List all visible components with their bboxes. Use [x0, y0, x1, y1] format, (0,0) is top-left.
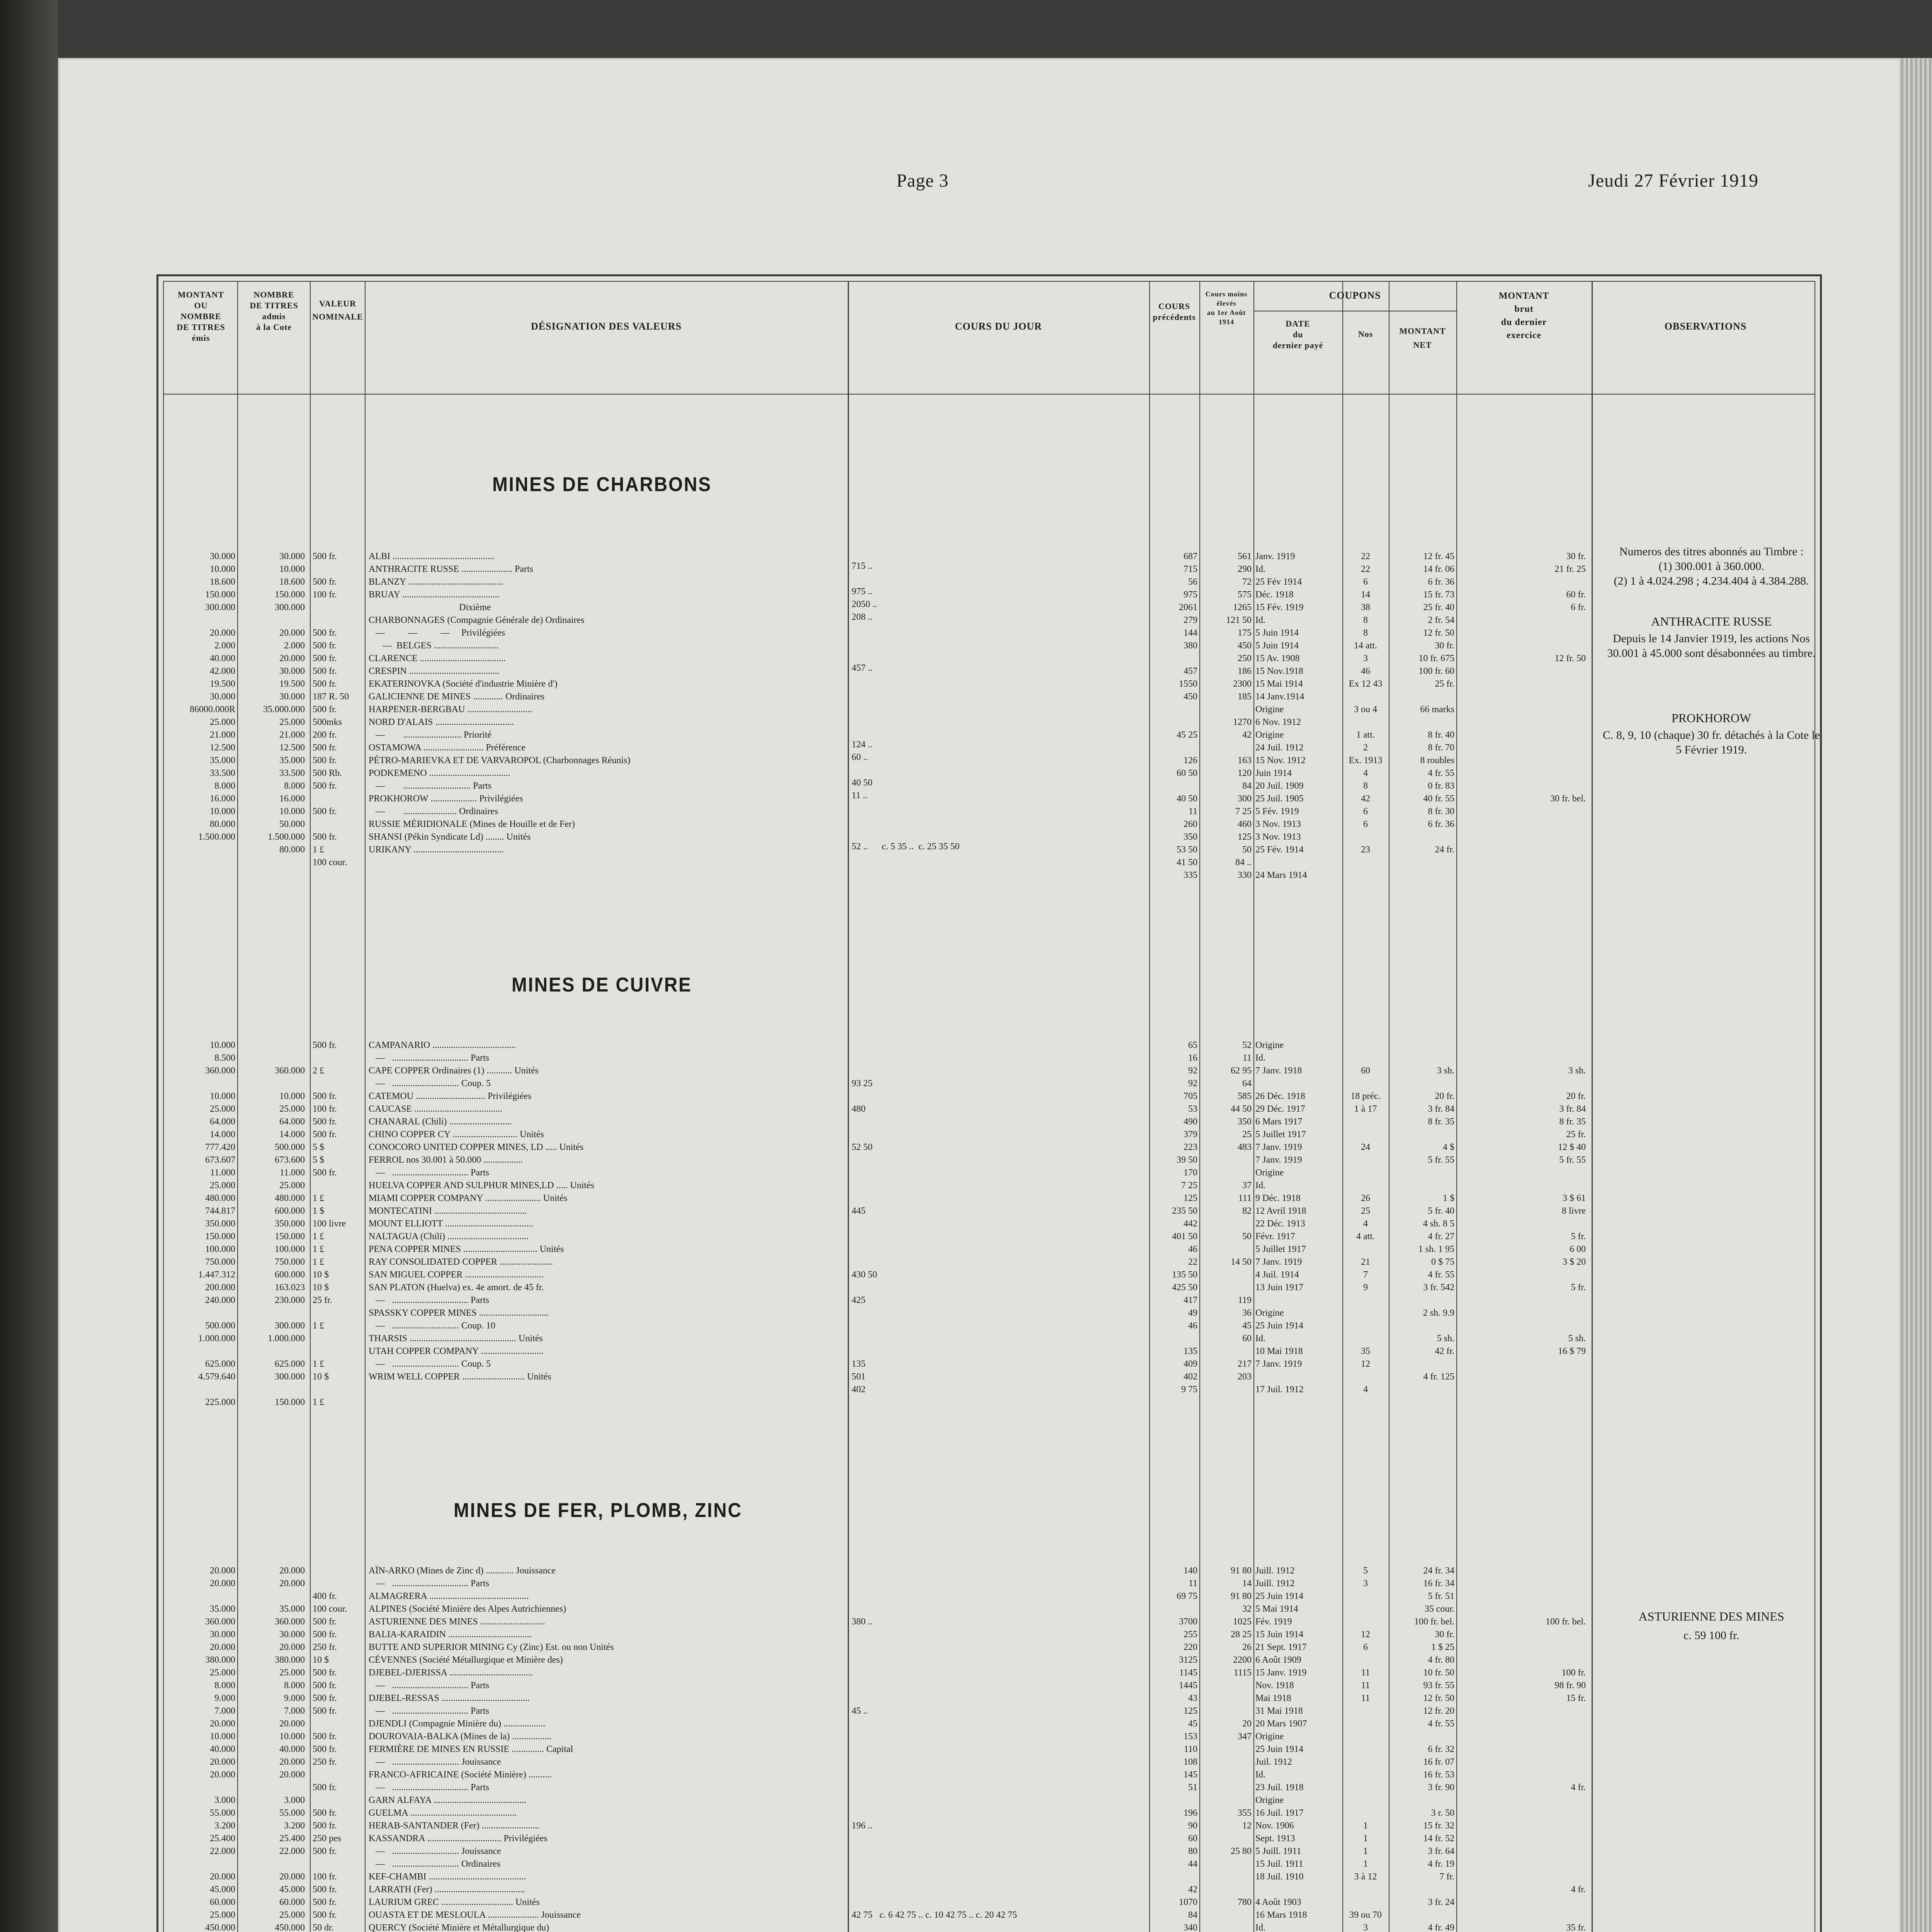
col-rule: [1342, 282, 1343, 1932]
cuivre-cours-jour: 93 25 480 52 50 445 430 50 425 135 501 402: [852, 1078, 877, 1395]
col-header-montant: MONTANT OU NOMBRE DE TITRES émis: [177, 290, 225, 343]
section-title-fer: MINES DE FER, PLOMB, ZINC: [454, 1499, 742, 1522]
charbons-cours-moins: 561 290 72 575 1265 121 50 175 450 250 186 2300 185 1270 42 163 120 84 300 7 25 460 125 50 84 .. 330: [1226, 551, 1252, 880]
cuivre-nombre: 360.000 10.000 25.000 64.000 14.000 500.000 673.600 11.000 25.000 480.000 600.000 350.000 150.000 100.000 750.000 600.000 163.023 230.000 300.000 1.000.000 625.000 300.000 150.000: [268, 1066, 305, 1407]
charbons-designation: ALBI ............................................ ANTHRACITE RUSSE ...................... Parts BLANZY ......................................... BRUAY .......................................... Dixième CHARBONNAGES (Compagnie Générale de) Ordinaires — — — Privilégiées — BELGES ............................ CLARENCE ..................................... CRESPIN ....................................... EKATERINOVKA (Société d'industrie Minière d') GALICIENNE DE MINES ............. Ordinaires HARPENER-BERGBAU ............................ NORD D'ALAIS .................................. — ......................... Priorité OSTAMOWA .......................... Préférence PÉTRO-MARIEVKA ET DE VARVAROPOL (Charbonnages Réunis) PODKEMENO ................................... — ............................. Parts PROKHOROW .................... Privilégiées — ....................... Ordinaires RUSSIE MÉRIDIONALE (Mines de Houille et de Fer) SHANSI (Pékin Syndicate Ld) ........ Unités URIKANY .......................................: [369, 551, 631, 855]
col-header-montant-brut: MONTANT brut du dernier exercice: [1498, 291, 1549, 340]
col-header-observations: OBSERVATIONS: [1664, 321, 1747, 332]
fer-cours-jour: 380 .. 45 .. 196 .. 42 75 c. 6 42 75 .. c. 10 42 75 .. c. 20 42 75: [852, 1617, 1017, 1920]
charbons-cours-jour: 715 .. 975 .. 2050 .. 208 .. 457 .. 124 .. 60 .. 40 50 11 .. 52 .. c. 5 35 .. c. 25 35 50: [852, 561, 960, 852]
section-title-charbons: MINES DE CHARBONS: [492, 473, 712, 496]
page-stack-edge: [1901, 58, 1932, 1932]
fer-numero: 5 3 12 6 11 11 11 1 1 1 1 3 à 12 39 ou 70 3: [1349, 1566, 1382, 1932]
obs-timbre-note: Numeros des titres abonnés au Timbre : (1) 300.001 à 360.000. (2) 1 à 4.024.298 ; 4.234.404 à 4.384.288.: [1614, 545, 1809, 587]
fer-cours-prec: 140 11 69 75 3700 255 220 3125 1145 1445 43 125 45 153 110 108 145 51 196 90 60 80 44 42 1070 84 340: [1177, 1566, 1197, 1932]
fer-montant-net: 24 fr. 34 16 fr. 34 5 fr. 51 35 cour. 100 fr. bel. 30 fr. 1 $ 25 4 fr. 80 10 fr. 50 93 fr. 55 12 fr. 50 12 fr. 20 4 fr. 55 6 fr. 32 16 fr. 07 16 fr. 53 3 fr. 90 3 r. 50 15 fr. 32 14 fr. 52 3 fr. 64 4 fr. 19 7 fr. 3 fr. 24 4 fr. 49: [1414, 1566, 1454, 1932]
newspaper-page: [58, 58, 1901, 1932]
col-rule: [310, 282, 311, 1932]
cuivre-valeur: 500 fr. 2 £ 500 fr. 100 fr. 500 fr. 500 fr. 5 $ 5 $ 500 fr. 1 £ 1 $ 100 livre 1 £ 1 £ 1 £ 10 $ 10 $ 25 fr. 1 £ 1 £ 10 $ 1 £: [313, 1040, 346, 1407]
col-header-numero: Nos: [1358, 329, 1373, 339]
col-rule: [848, 282, 849, 1932]
obs-asturienne-title: ASTURIENNE DES MINES: [1638, 1609, 1784, 1623]
col-header-montant-net: MONTANT NET: [1399, 326, 1446, 350]
table-frame: [163, 281, 1820, 1932]
col-header-designation: DÉSIGNATION DES VALEURS: [531, 321, 682, 332]
cuivre-montant-net: 3 sh. 20 fr. 3 fr. 84 8 fr. 35 4 $ 5 fr. 55 1 $ 5 fr. 40 4 sh. 8 5 4 fr. 27 1 sh. 1 95 0 $ 75 4 fr. 55 3 fr. 542 2 sh. 9.9 5 sh. 42 fr. 4 fr. 125: [1418, 1066, 1454, 1382]
col-rule: [1592, 282, 1593, 1932]
col-header-date: DATE du dernier payé: [1272, 319, 1323, 350]
charbons-cours-prec: 687 715 56 975 2061 279 144 380 457 1550 450 45 25 126 60 50 40 50 11 260 350 53 50 41 50 335: [1177, 551, 1197, 880]
col-rule: [365, 282, 366, 1932]
fer-designation: AÏN-ARKO (Mines de Zinc d) ............ Jouissance — ................................. Parts ALMAGRERA ........................................... ALPINES (Société Minière des Alpes Autrichiennes) ASTURIENNE DES MINES ............................ BALIA-KARAIDIN .................................... BUTTE AND SUPERIOR MINING Cy (Zinc) Est. ou non Unités CÉVENNES (Société Métallurgique et Minière des) DJEBEL-DJERISSA .................................... — ................................. Parts DJEBEL-RESSAS ...................................... — ................................. Parts DJENDLI (Compagnie Minière du) .................. DOUROVAIA-BALKA (Mines de la) ................. FERMIÈRE DE MINES EN RUSSIE .............. Capital — ............................. Jouissance FRANCO-AFRICAINE (Société Minière) .......... — ................................. Parts GARN ALFAYA ........................................ GUELMA .............................................. HERAB-SANTANDER (Fer) ......................... KASSANDRA ................................ Privilégiées — ............................. Jouissance — ............................. Ordinaires KEF-CHAMBI .......................................... LARRATH (Fer) ....................................... LAURIUM GREC ............................... Unités OUASTA ET DE MESLOULA ...................... Jouissance QUERCY (Société Minière et Métallurgique du): [369, 1566, 614, 1932]
cuivre-cours-moins: 52 11 62 95 64 585 44 50 350 25 483 37 111 82 50 14 50 119 36 45 60 217 203: [1231, 1040, 1252, 1382]
col-rule: [1456, 282, 1457, 1932]
col-header-nombre: NOMBRE DE TITRES admis à la Cote: [250, 290, 298, 332]
obs-anthracite-title: ANTHRACITE RUSSE: [1651, 614, 1772, 628]
charbons-date: Janv. 1919 Id. 25 Fév 1914 Déc. 1918 15 Fév. 1919 Id. 5 Juin 1914 5 Juin 1914 15 Av. 1908 15 Nov.1918 15 Mai 1914 14 Janv.1914 Origine 6 Nov. 1912 Origine 24 Juil. 1912 15 Nov. 1912 Juin 1914 20 Juil. 1909 25 Juil. 1905 5 Fév. 1919 3 Nov. 1913 3 Nov. 1913 25 Fév. 1914 24 Mars 1914: [1255, 551, 1307, 880]
obs-prokhorow-note: C. 8, 9, 10 (chaque) 30 fr. détachés à la Cote le 5 Février 1919.: [1602, 729, 1820, 756]
col-rule: [1199, 282, 1200, 1932]
charbons-montant-net: 12 fr. 45 14 fr. 06 6 fr. 36 15 fr. 73 25 fr. 40 2 fr. 54 12 fr. 50 30 fr. 10 fr. 675 100 fr. 60 25 fr. 66 marks 8 fr. 40 8 fr. 70 8 roubles 4 fr. 55 0 fr. 83 40 fr. 55 8 fr. 30 6 fr. 36 24 fr.: [1418, 551, 1454, 855]
col-header-cours-jour: COURS DU JOUR: [955, 321, 1042, 332]
charbons-valeur: 500 fr. 500 fr. 100 fr. 500 fr. 500 fr. 500 fr. 500 fr. 500 fr. 187 R. 50 500 fr. 500mks 200 fr. 500 fr. 500 fr. 500 Rb. 500 fr. 500 fr. 500 fr. 1 £ 100 cour.: [313, 551, 349, 867]
charbons-nombre: 30.000 10.000 18.600 150.000 300.000 20.000 2.000 20.000 30.000 19.500 30.000 35.000.000 25.000 21.000 12.500 35.000 33.500 8.000 16.000 10.000 50.000 1.500.000 80.000: [263, 551, 305, 855]
col-rule: [1149, 282, 1150, 1932]
header-rule: [164, 394, 1815, 395]
col-header-valeur: VALEUR NOMINALE: [312, 299, 363, 321]
obs-asturienne-note: c. 59 100 fr.: [1683, 1629, 1740, 1642]
fer-montant-brut: 100 fr. bel. 100 fr. 98 fr. 90 15 fr. 4 fr. 4 fr. 35 fr.: [1546, 1617, 1586, 1932]
issue-date: Jeudi 27 Février 1919: [1588, 170, 1759, 191]
section-title-cuivre: MINES DE CUIVRE: [512, 974, 692, 996]
cuivre-date: Origine Id. 7 Janv. 1918 26 Déc. 1918 29 Déc. 1917 6 Mars 1917 5 Juillet 1917 7 Janv. 1919 7 Janv. 1919 Origine Id. 9 Déc. 1918 12 Avril 1918 22 Déc. 1913 Févr. 1917 5 Juillet 1917 7 Janv. 1919 4 Juil. 1914 13 Juin 1917 Origine 25 Juin 1914 Id. 10 Mai 1918 7 Janv. 1919 17 Juil. 1912: [1255, 1040, 1306, 1395]
page-number: Page 3: [896, 170, 949, 191]
cuivre-montant: 10.000 8.500 360.000 10.000 25.000 64.000 14.000 777.420 673.607 11.000 25.000 480.000 744.817 350.000 150.000 100.000 750.000 1.447.312 200.000 240.000 500.000 1.000.000 625.000 4.579.640 225.000: [198, 1040, 235, 1407]
col-header-cours-precedents: COURS précédents: [1153, 301, 1196, 322]
cuivre-montant-brut: 3 sh. 20 fr. 3 fr. 84 8 fr. 35 25 fr. 12 $ 40 5 fr. 55 3 $ 61 8 livre 5 fr. 6 00 3 $ 20 5 fr. 5 sh. 16 $ 79: [1558, 1066, 1586, 1356]
fer-nombre: 20.000 20.000 35.000 360.000 30.000 20.000 380.000 25.000 8.000 9.000 7.000 20.000 10.000 40.000 20.000 20.000 3.000 55.000 3.200 25.400 22.000 20.000 45.000 60.000 25.000 450.000: [275, 1566, 305, 1932]
obs-prokhorow-title: PROKHOROW: [1671, 711, 1752, 725]
quotation-table: [156, 274, 1822, 1932]
cuivre-cours-prec: 65 16 92 92 705 53 490 379 223 39 50 170 7 25 125 235 50 442 401 50 46 22 135 50 425 50 417 49 46 135 409 402 9 75: [1172, 1040, 1197, 1395]
col-header-coupons: COUPONS: [1329, 290, 1381, 301]
book-binding: [0, 0, 58, 1932]
fer-montant: 20.000 20.000 35.000 360.000 30.000 20.000 380.000 25.000 8.000 9.000 7.000 20.000 10.000 40.000 20.000 20.000 3.000 55.000 3.200 25.400 22.000 20.000 45.000 60.000 25.000 450.000: [205, 1566, 235, 1932]
cuivre-numero: 60 18 préc. 1 à 17 24 26 25 4 4 att. 21 7 9 35 12 4: [1350, 1066, 1381, 1395]
cuivre-designation: CAMPANARIO .................................... — ................................. Parts CAPE COPPER Ordinaires (1) ........... Unités — ............................. Coup. 5 CATEMOU .............................. Privilégiées CAUCASE ...................................... CHANARAL (Chili) ........................... CHINO COPPER CY ............................ Unités CONOCORO UNITED COPPER MINES, LD ..... Unités FERROL nos 30.001 à 50.000 ................. — ................................. Parts HUELVA COPPER AND SULPHUR MINES,LD ..... Unités MIAMI COPPER COMPANY ........................ Unités MONTECATINI ........................................ MOUNT ELLIOTT ...................................... NALTAGUA (Chili) ................................... PENA COPPER MINES ................................ Unités RAY CONSOLIDATED COPPER ....................... SAN MIGUEL COPPER .................................. SAN PLATON (Huelva) ex. 4e amort. de 45 fr. — ................................. Parts SPASSKY COPPER MINES .............................. — ............................. Coup. 10 THARSIS .............................................. Unités UTAH COPPER COMPANY ........................... — ............................. Coup. 5 WRIM WELL COPPER ........................... Unités: [369, 1040, 595, 1382]
col-header-cours-moins: Cours moins élevés au 1er Août 1914: [1205, 290, 1248, 326]
charbons-montant: 30.000 10.000 18.600 150.000 300.000 20.000 2.000 40.000 42.000 19.500 30.000 86000.000R 25.000 21.000 12.500 35.000 33.500 8.000 16.000 10.000 80.000 1.500.000: [189, 551, 235, 842]
col-rule: [237, 282, 238, 1932]
fer-valeur: 400 fr. 100 cour. 500 fr. 500 fr. 250 fr. 10 $ 500 fr. 500 fr. 500 fr. 500 fr. 500 fr. 500 fr. 250 fr. 500 fr. 500 fr. 500 fr. 250 pes 500 fr. 100 fr. 500 fr. 500 fr. 500 fr. 50 dr.: [313, 1591, 347, 1932]
charbons-numero: 22 22 6 14 38 8 8 14 att. 3 46 Ex 12 43 3 ou 4 1 att. 2 Ex. 1913 4 8 42 6 6 23: [1349, 551, 1383, 855]
fer-cours-moins: 91 80 14 91 80 32 1025 28 25 26 2200 1115 20 347 355 12 25 80 780: [1231, 1566, 1252, 1907]
fer-date: Juill. 1912 Juill. 1912 25 Juin 1914 5 Mai 1914 Fév. 1919 15 Juin 1914 21 Sept. 1917 6 Août 1909 15 Janv. 1919 Nov. 1918 Mai 1918 31 Mai 1918 20 Mars 1907 Origine 25 Juin 1914 Juil. 1912 Id. 23 Juil. 1918 Origine 16 Juil. 1917 Nov. 1906 Sept. 1913 5 Juill. 1911 15 Juil. 1911 18 Juil. 1910 4 Août 1903 16 Mars 1918 Id.: [1255, 1566, 1307, 1932]
charbons-montant-brut: 30 fr. 21 fr. 25 60 fr. 6 fr. 12 fr. 50 30 fr. bel.: [1550, 551, 1586, 804]
col-rule: [1253, 282, 1254, 1932]
obs-anthracite-note: Depuis le 14 Janvier 1919, les actions Nos 30.001 à 45.000 sont désabonnées au timbre.: [1607, 632, 1816, 660]
